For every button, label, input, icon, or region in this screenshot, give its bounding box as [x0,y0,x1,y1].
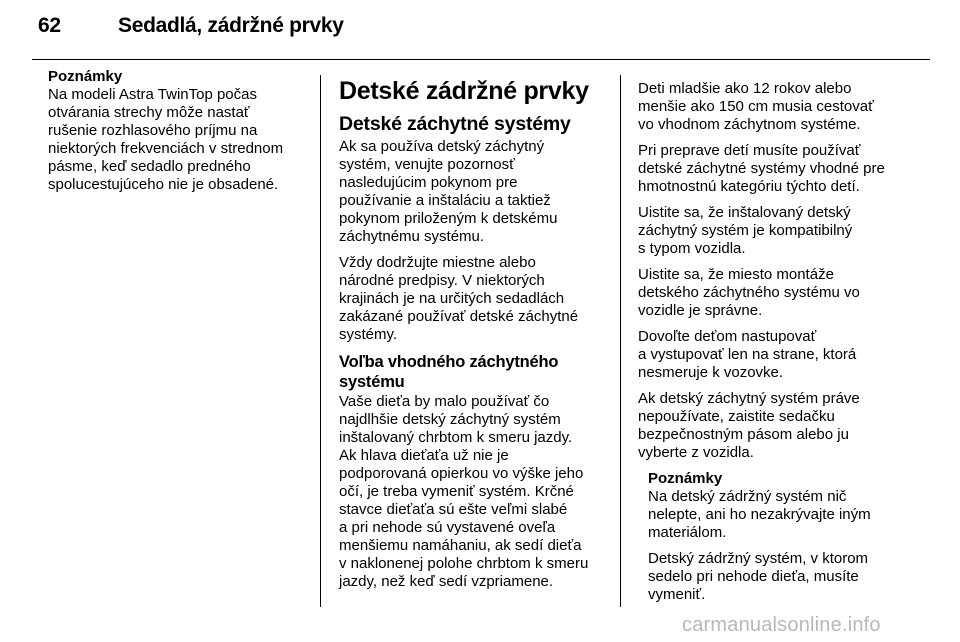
paragraph: Uistite sa, že inštalovaný detský záchytný systém je kompatibilný s typom vozidla. [638,204,853,257]
column-left [48,68,310,202]
paragraph: Deti mladšie ako 12 rokov alebo menšie ako 150 cm musia cestovať vo vhodnom záchytnom systéme. [638,80,874,133]
note-title: Poznámky [648,470,723,487]
column-right [638,80,928,612]
paragraph: Vaše dieťa by malo používať čo najdlhšie detský záchytný systém inštalovaný chrbtom k smeru jazdy. Ak hlava dieťaťa už nie je podporovaná opierkou vo výške jeho očí, je treba vymeniť systém. Krčné stavce dieťaťa sú ešte veľmi slabé a pri nehode sú vystavené oveľa menšiemu namáhaniu, ak sedí dieťa v naklonenej polohe chrbtom k smeru jazdy, než keď sedí vzpriamene. [339,393,589,590]
note-title: Poznámky [48,68,123,85]
header-divider [32,59,930,60]
watermark: carmanualsonline.info [682,614,881,636]
note-text: Na modeli Astra TwinTop počas otvárania strechy môže nastať rušenie rozhlasového príjmu na niektorých frekvenciách v strednom pásme, keď sedadlo predného spolucestujúceho nie je obsadené. [48,86,284,193]
page-number: 62 [38,14,61,37]
column-middle [339,77,611,599]
paragraph: Ak sa používa detský záchytný systém, venujte pozornosť nasledujúcim pokynom pre používanie a inštaláciu a taktiež pokynom priloženým k detskému záchytnému systému. [339,138,558,245]
subsection-heading: Detské záchytné systémy [339,113,571,135]
note-box [648,470,928,604]
note-text: Detský zádržný systém, v ktorom sedelo pri nehode dieťa, musíte vymeniť. [648,550,869,603]
paragraph: Uistite sa, že miesto montáže detského záchytného systému vo vozidle je správne. [638,266,860,319]
paragraph: Dovoľte deťom nastupovať a vystupovať len na strane, ktorá nesmeruje k vozovke. [638,328,857,381]
page-header [0,0,960,46]
subsection-heading: Voľba vhodného záchytného systému [339,353,559,391]
paragraph: Pri preprave detí musíte používať detské záchytné systémy vhodné pre hmotnostnú kategóriu týchto detí. [638,142,885,195]
column-divider-2 [620,75,621,607]
section-heading: Detské zádržné prvky [339,77,589,105]
note-text: Na detský zádržný systém nič nelepte, ani ho nezakrývajte iným materiálom. [648,488,871,541]
column-divider-1 [320,75,321,607]
page-title: Sedadlá, zádržné prvky [118,14,344,37]
paragraph: Vždy dodržujte miestne alebo národné predpisy. V niektorých krajinách je na určitých sedadlách zakázané používať detské záchytné systémy. [339,254,579,343]
paragraph: Ak detský záchytný systém práve nepoužívate, zaistite sedačku bezpečnostným pásom alebo ju vyberte z vozidla. [638,390,860,461]
